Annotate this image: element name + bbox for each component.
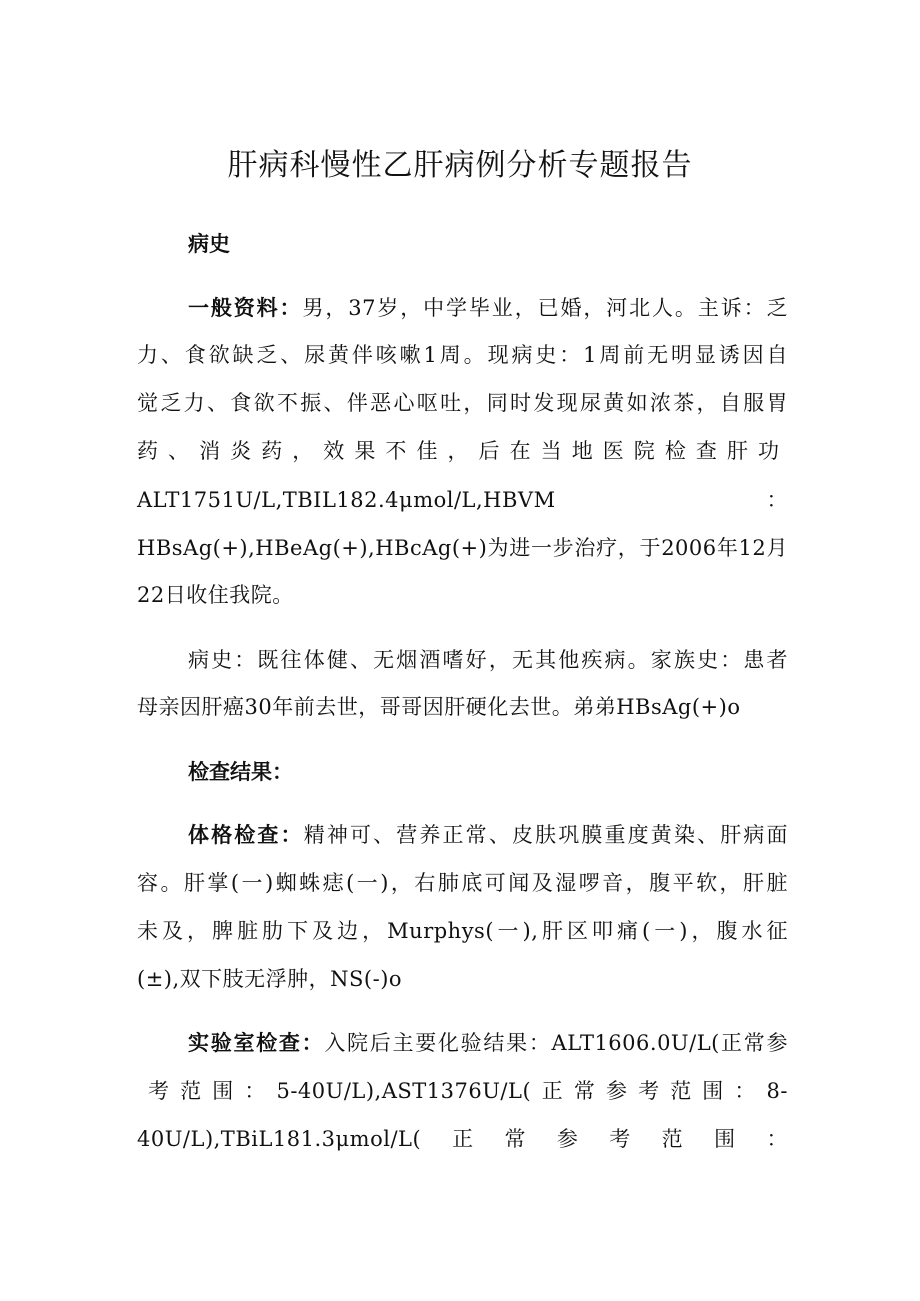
general-lead: 一般资料： bbox=[188, 296, 303, 320]
past-line-1: 病史：既往体健、无烟酒嗜好，无其他疾病。家族史：患者 bbox=[188, 648, 788, 672]
page-title: 肝病科慢性乙肝病例分析专题报告 bbox=[227, 148, 693, 183]
past-line-2: 母亲因肝癌30年前去世，哥哥因肝硬化去世。弟弟HBsAg(+)o bbox=[137, 695, 741, 719]
section-heading-results: 检查结果： bbox=[188, 760, 293, 784]
lab-line-2: 考范围：5-40U/L),AST1376U/L(正常参考范围：8- bbox=[148, 1079, 788, 1103]
physical-line-1 bbox=[188, 820, 788, 850]
general-text-5a: ALT1751U/L,TBIL182.4μmol/L,HBVM bbox=[137, 488, 556, 512]
lab-line-3: 40U/L),TBiL181.3μmol/L(正常参考范围： bbox=[137, 1127, 788, 1151]
general-line-1 bbox=[188, 293, 788, 323]
general-text-1: 男，37岁，中学毕业，已婚，河北人。主诉：乏 bbox=[302, 296, 788, 320]
lab-text-1: 入院后主要化验结果：ALT1606.0U/L(正常参 bbox=[324, 1031, 788, 1055]
physical-line-3: 未及，脾脏肋下及边，Murphys(一),肝区叩痛(一)，腹水征 bbox=[137, 919, 788, 943]
general-line-2: 力、食欲缺乏、尿黄伴咳嗽1周。现病史：1周前无明显诱因自 bbox=[137, 343, 788, 367]
lab-line-1 bbox=[188, 1028, 788, 1058]
general-line-5 bbox=[137, 485, 788, 515]
physical-line-2: 容。肝掌(一)蜘蛛痣(一)，右肺底可闻及湿啰音，腹平软，肝脏 bbox=[137, 871, 788, 895]
section-heading-history: 病史 bbox=[188, 232, 230, 256]
general-line-7: 22日收住我院。 bbox=[137, 583, 294, 607]
general-line-3: 觉乏力、食欲不振、伴恶心呕吐，同时发现尿黄如浓茶，自服胃 bbox=[137, 391, 788, 415]
general-line-4: 药、消炎药，效果不佳，后在当地医院检查肝功 bbox=[137, 439, 788, 463]
general-text-5b: ： bbox=[766, 488, 788, 512]
general-line-6: HBsAg(+),HBeAg(+),HBcAg(+)为进一步治疗，于2006年12月 bbox=[137, 536, 788, 560]
physical-lead: 体格检查： bbox=[188, 823, 304, 847]
physical-line-4: (±),双下肢无浮肿，NS(-)o bbox=[137, 967, 403, 991]
physical-text-1: 精神可、营养正常、皮肤巩膜重度黄染、肝病面 bbox=[303, 823, 789, 847]
lab-lead: 实验室检查： bbox=[188, 1031, 325, 1055]
